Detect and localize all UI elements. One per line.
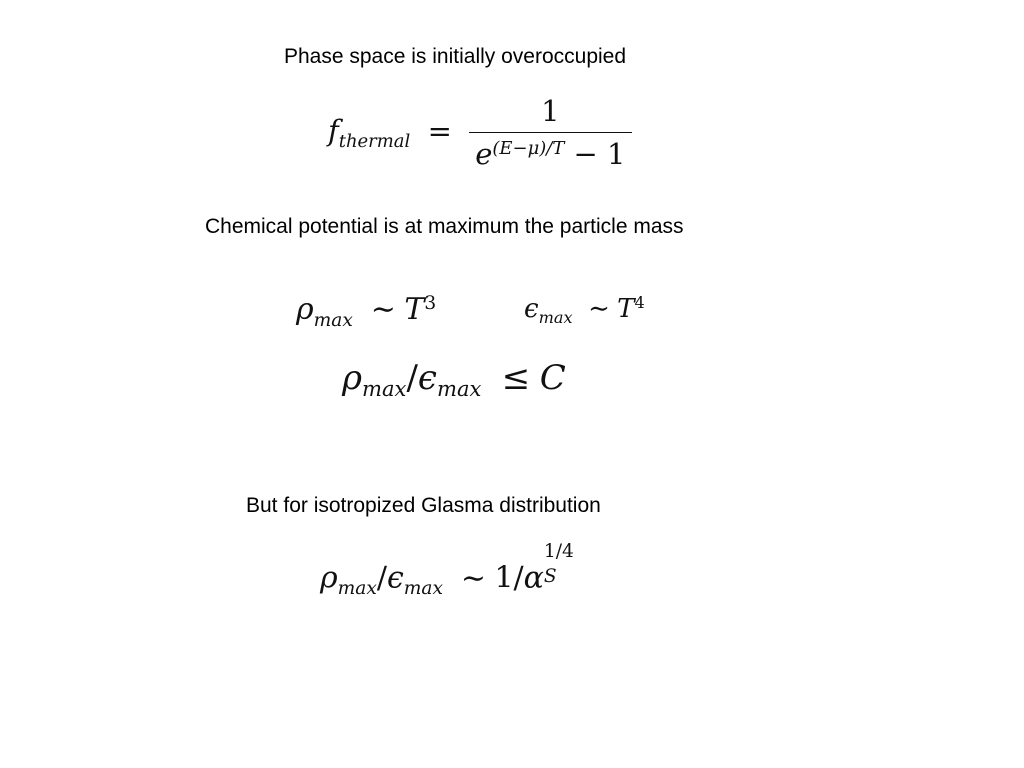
epsilon-symbol: ϵ (524, 294, 539, 324)
numerator: 1 (541, 94, 560, 128)
exponent-quarter: 1/4 (543, 541, 574, 562)
fraction (469, 94, 631, 171)
caption-glasma: But for isotropized Glasma distribution (246, 494, 601, 517)
power-3: 3 (424, 292, 437, 314)
exponent: (E−μ)/T (492, 138, 565, 160)
power-4: 4 (634, 293, 645, 313)
equation-ratio-bound (342, 358, 566, 402)
le-sign: ≤ (501, 358, 531, 398)
minus-one: − 1 (573, 137, 626, 171)
max-subscript: max (538, 307, 573, 327)
max-subscript: max (436, 376, 482, 402)
denominator (469, 132, 631, 171)
alpha-sup-sub (543, 541, 574, 590)
C-symbol: C (539, 358, 566, 398)
rho-symbol: ρ (342, 358, 362, 398)
e-symbol: e (475, 137, 493, 171)
slash: / (376, 560, 387, 596)
slash: / (406, 358, 418, 398)
epsilon-symbol: ϵ (417, 358, 437, 398)
equals-sign: = (427, 113, 452, 148)
f-symbol: f (328, 113, 339, 148)
caption-chemical-potential: Chemical potential is at maximum the particle mass (205, 215, 684, 238)
thermal-subscript: thermal (338, 130, 411, 152)
one-over: 1/ (494, 560, 524, 596)
max-subscript: max (403, 578, 443, 600)
rho-symbol: ρ (320, 560, 338, 596)
equation-epsilon-max (524, 293, 645, 327)
sim-sign: ∼ (460, 560, 487, 596)
equation-f-thermal (328, 94, 632, 171)
T-symbol: T (404, 292, 425, 327)
epsilon-symbol: ϵ (386, 560, 404, 596)
sim-sign: ∼ (588, 294, 610, 324)
equation-rho-max (296, 292, 437, 331)
max-subscript: max (337, 578, 377, 600)
T-symbol: T (617, 294, 635, 324)
rho-symbol: ρ (296, 292, 314, 327)
caption-overoccupied: Phase space is initially overoccupied (284, 45, 627, 68)
max-subscript: max (362, 376, 407, 402)
S-subscript: S (543, 565, 557, 587)
alpha-symbol: α (523, 560, 544, 596)
sim-sign: ∼ (370, 292, 396, 327)
equation-glasma-ratio (320, 541, 574, 600)
max-subscript: max (313, 309, 353, 331)
